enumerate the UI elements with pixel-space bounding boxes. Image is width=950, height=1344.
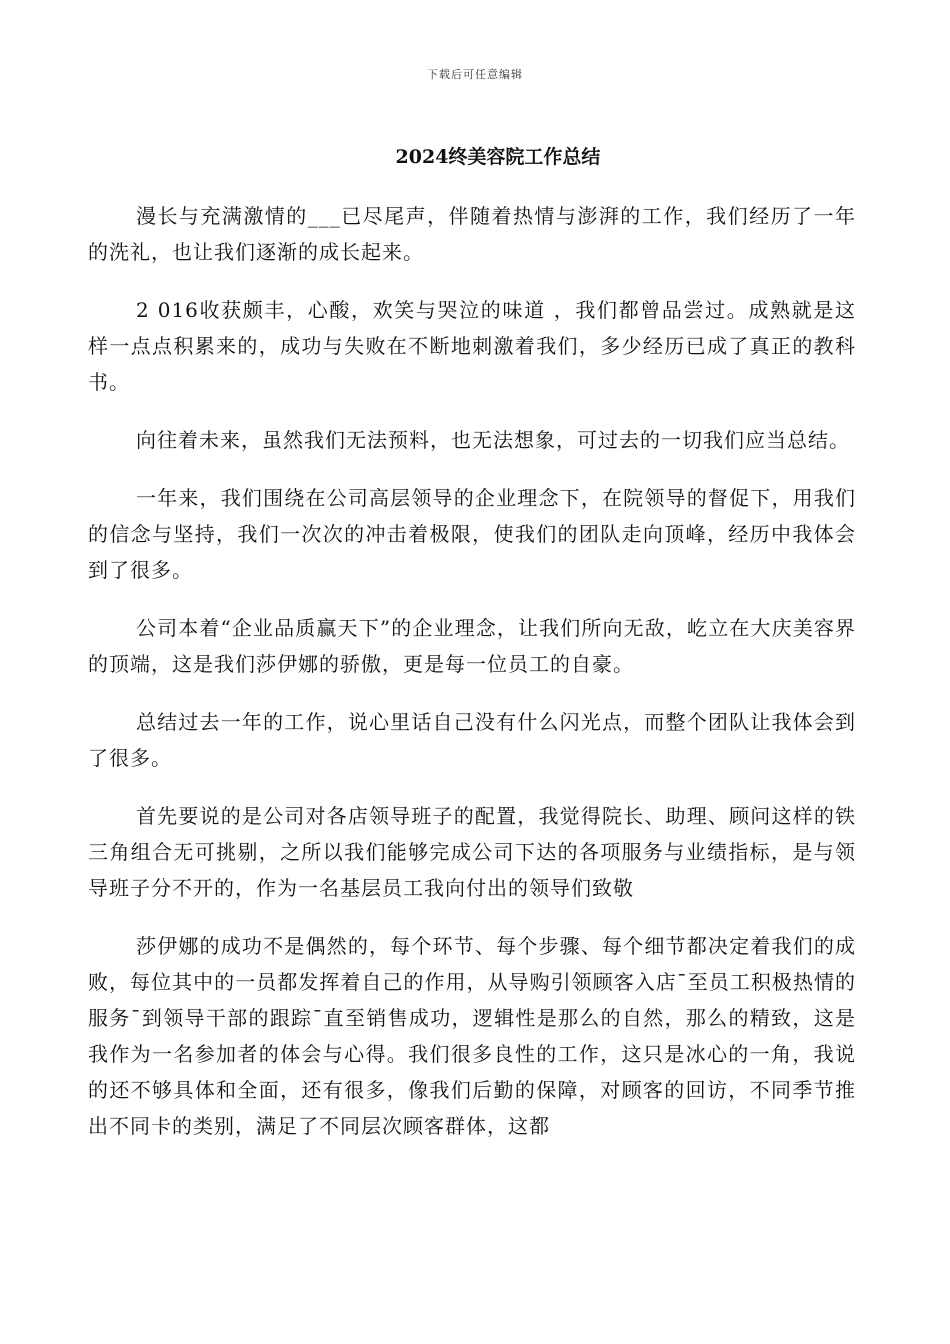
paragraph: 首先要说的是公司对各店领导班子的配置，我觉得院长、助理、顾问这样的铁三角组合无可挑剔，之所以我们能够完成公司下达的各项服务与业绩指标，是与领导班子分不开的，作为一名基层员工我向付出的领导们致敬 [88,804,856,900]
paragraph: 总结过去一年的工作，说心里话自己没有什么闪光点，而整个团队让我体会到了很多。 [88,710,856,770]
document-body [88,198,856,1166]
header-note: 下载后可任意编辑 [427,68,523,81]
paragraph: 2 016收获颇丰，心酸，欢笑与哭泣的味道 ，我们都曾品尝过。成熟就是这样一点点积累来的，成功与失败在不断地刺激着我们，多少经历已成了真正的教科书。 [88,298,856,394]
paragraph: 公司本着“企业品质赢天下”的企业理念，让我们所向无敌，屹立在大庆美容界的顶端，这是我们莎伊娜的骄傲，更是每一位员工的自豪。 [88,616,856,676]
paragraph: 漫长与充满激情的___已尽尾声，伴随着热情与澎湃的工作，我们经历了一年的洗礼，也让我们逐渐的成长起来。 [88,204,856,264]
paragraph: 莎伊娜的成功不是偶然的，每个环节、每个步骤、每个细节都决定着我们的成败，每位其中的一员都发挥着自己的作用，从导购引领顾客入店¯至员工积极热情的服务¯到领导干部的跟踪¯直至销售成功，逻辑性是那么的自然，那么的精致，这是我作为一名参加者的体会与心得。我们很多良性的工作，这只是冰心的一角，我说的还不够具体和全面，还有很多，像我们后勤的保障，对顾客的回访，不同季节推出不同卡的类别，满足了不同层次顾客群体，这都 [88,934,856,1138]
paragraph: 向往着未来，虽然我们无法预料，也无法想象，可过去的一切我们应当总结。 [136,428,850,452]
paragraph: 一年来，我们围绕在公司高层领导的企业理念下，在院领导的督促下，用我们的信念与坚持，我们一次次的冲击着极限，使我们的团队走向顶峰，经历中我体会到了很多。 [88,486,856,582]
document-title: 2024终美容院工作总结 [395,146,601,168]
